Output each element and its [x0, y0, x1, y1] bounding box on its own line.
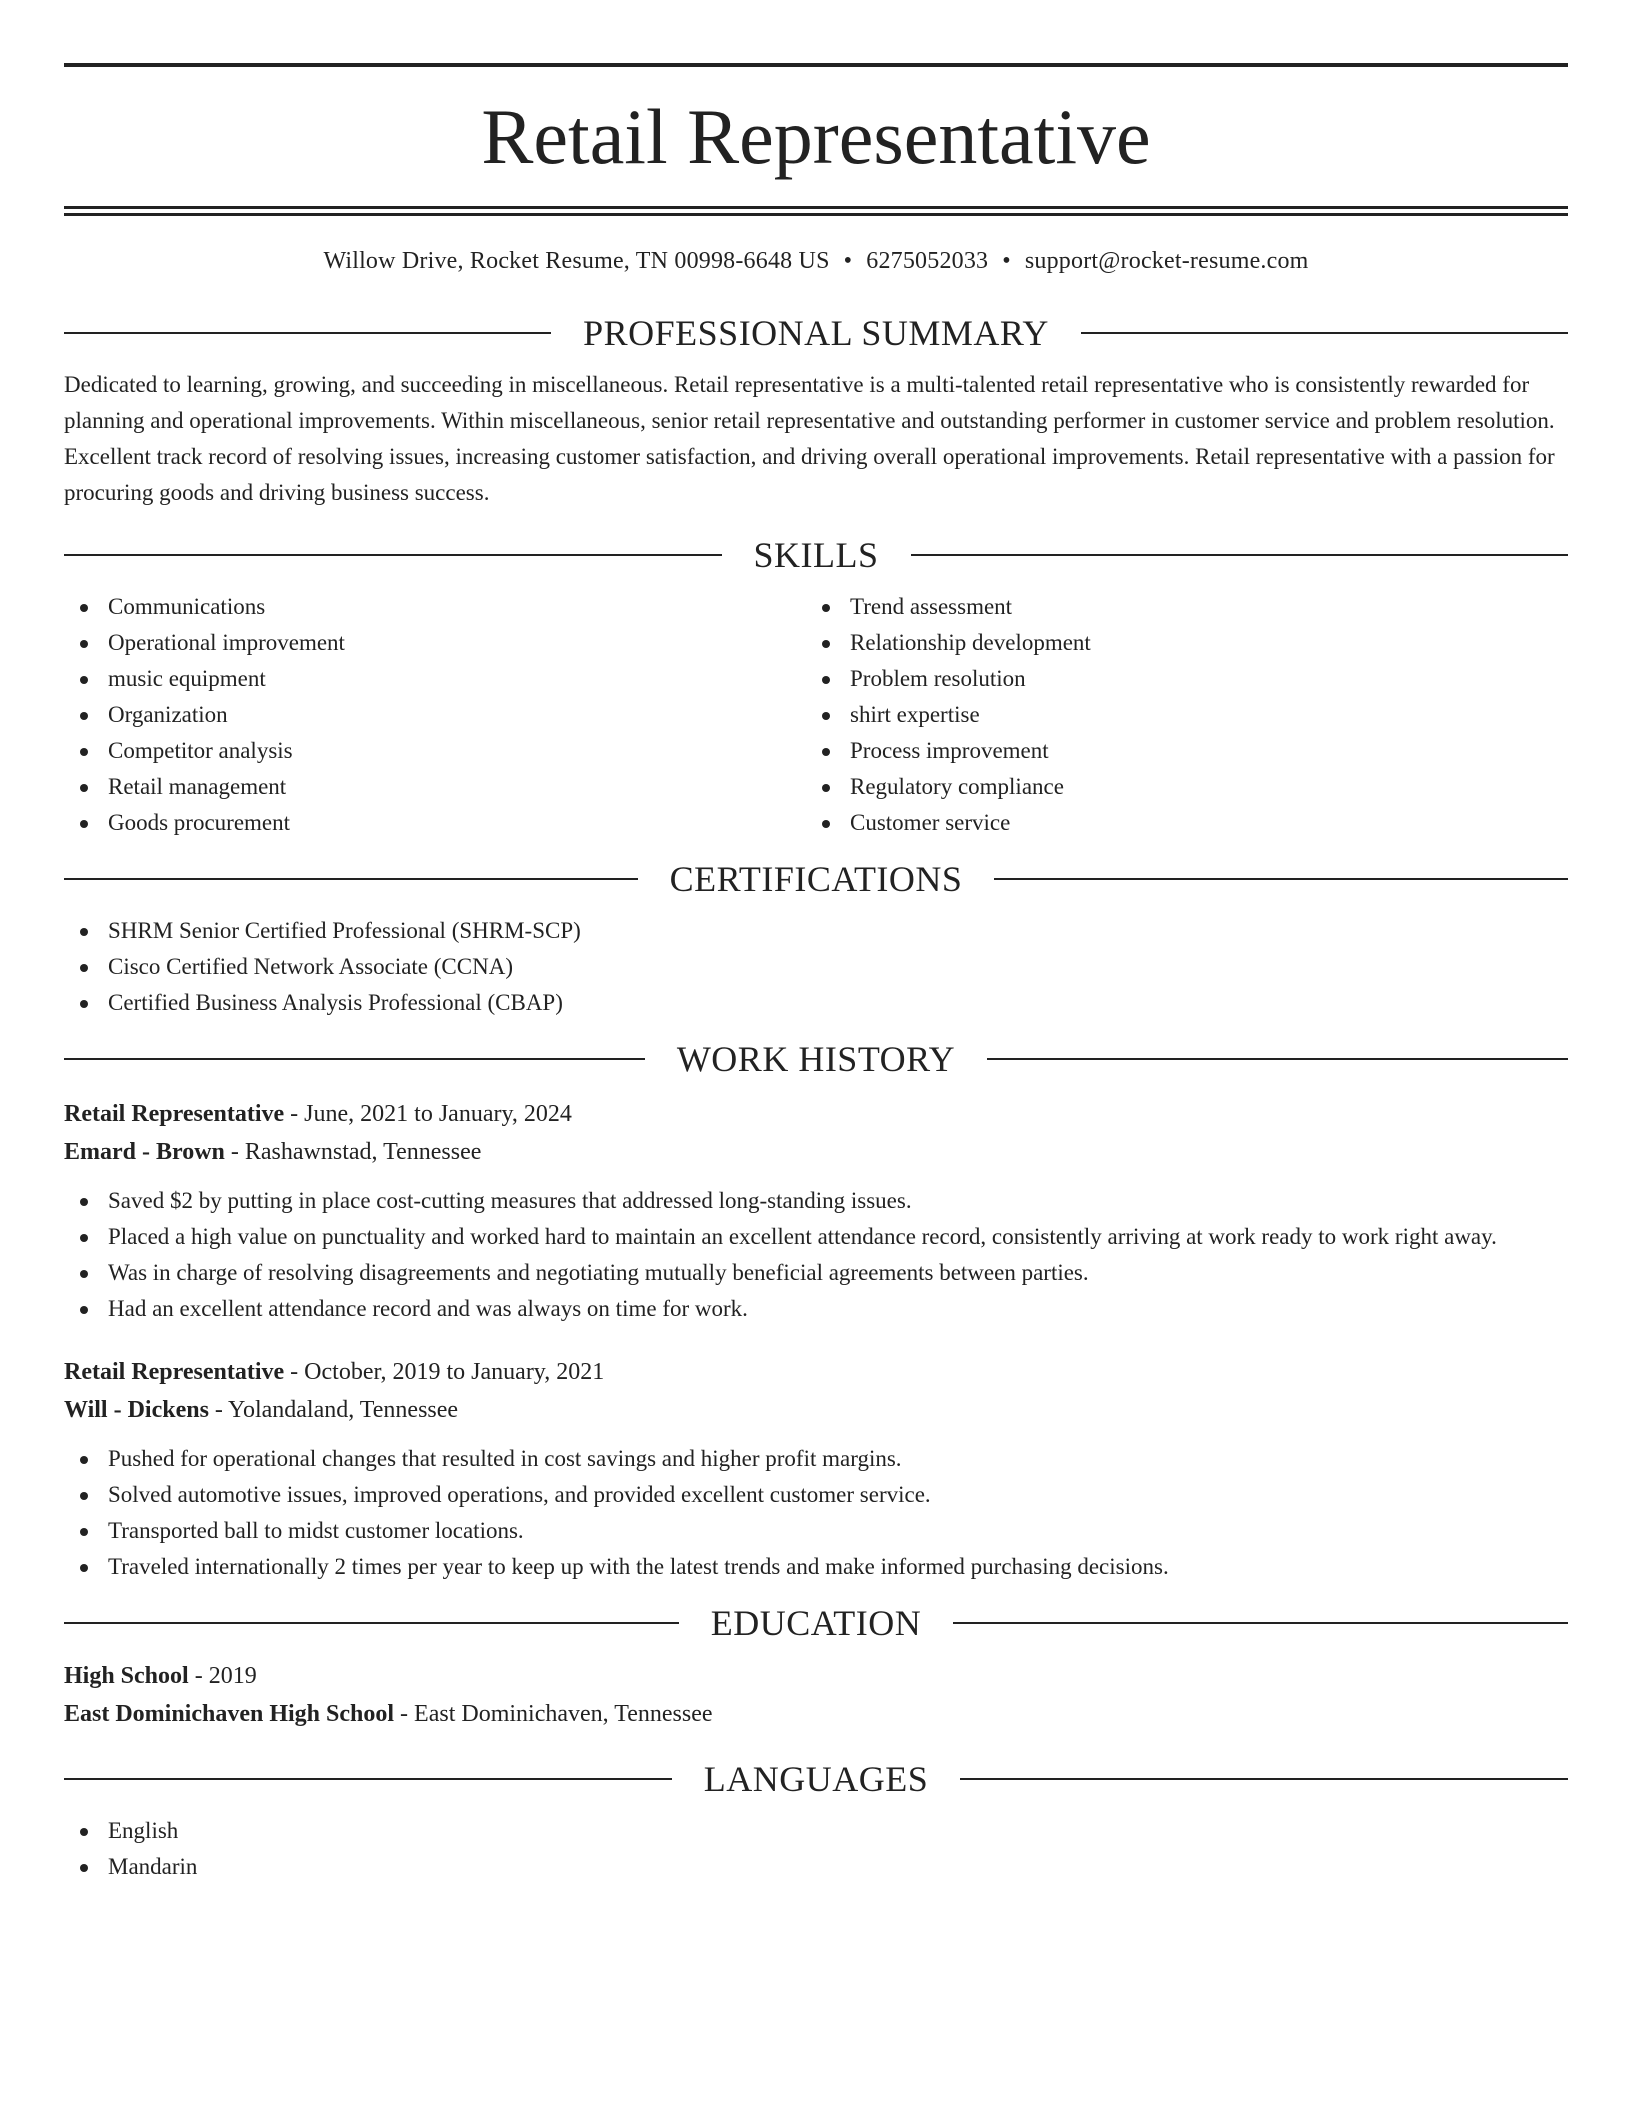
section-title: EDUCATION: [710, 1603, 922, 1643]
job-entry: [64, 1353, 1568, 1585]
education-degree: High School: [64, 1663, 189, 1689]
contact-address: Willow Drive, Rocket Resume, TN 00998-6648 US: [323, 248, 830, 274]
resume-page: [64, 0, 1568, 1885]
contact-line: [64, 245, 1568, 277]
skill-item: Operational improvement: [64, 625, 806, 661]
job-company: Will - Dickens: [64, 1397, 209, 1423]
job-duty: Was in charge of resolving disagreements and negotiating mutually beneficial agreements between parties.: [64, 1255, 1568, 1291]
skill-item: music equipment: [64, 661, 806, 697]
certifications-list: [64, 913, 1568, 1021]
heading-rule: [64, 554, 722, 556]
heading-rule: [64, 1058, 645, 1060]
job-company: Emard - Brown: [64, 1139, 225, 1165]
section-heading-work-history: [64, 1037, 1568, 1081]
job-duty: Placed a high value on punctuality and worked hard to maintain an excellent attendance record, consistently arriving at work ready to work right away.: [64, 1219, 1568, 1255]
section-title: CERTIFICATIONS: [669, 859, 963, 899]
job-dates: - October, 2019 to January, 2021: [284, 1359, 605, 1385]
job-title: Retail Representative: [64, 1101, 285, 1127]
skills-list-left: [64, 589, 806, 841]
heading-rule: [987, 1058, 1568, 1060]
skill-item: Process improvement: [806, 733, 1548, 769]
section-heading-certifications: [64, 857, 1568, 901]
heading-rule: [953, 1622, 1568, 1624]
contact-phone: 6275052033: [866, 248, 989, 274]
job-duty: Had an excellent attendance record and was always on time for work.: [64, 1291, 1568, 1327]
skill-item: Customer service: [806, 805, 1548, 841]
summary-text: Dedicated to learning, growing, and succeeding in miscellaneous. Retail representative is a multi-talented retail representative who is consistently rewarded for planning and operational improvements. Within miscellaneous, senior retail representative and outstanding performer in customer service and problem resolution. Excellent track record of resolving issues, increasing customer satisfaction, and driving overall operational improvements. Retail representative with a passion for procuring goods and driving business success.: [64, 372, 1555, 505]
heading-rule: [64, 878, 638, 880]
skill-item: Problem resolution: [806, 661, 1548, 697]
job-company-line: [64, 1391, 1568, 1429]
education-school-line: [64, 1695, 1568, 1733]
title-double-rule: [64, 206, 1568, 209]
section-title: LANGUAGES: [703, 1759, 929, 1799]
education-degree-line: [64, 1657, 1568, 1695]
education-location: - East Dominichaven, Tennessee: [394, 1701, 713, 1727]
section-heading-summary: [64, 311, 1568, 355]
skill-item: shirt expertise: [806, 697, 1548, 733]
heading-rule: [64, 332, 551, 334]
skill-item: Goods procurement: [64, 805, 806, 841]
heading-rule: [911, 554, 1569, 556]
skill-item: Trend assessment: [806, 589, 1548, 625]
section-title: WORK HISTORY: [676, 1039, 956, 1079]
skill-item: Communications: [64, 589, 806, 625]
heading-rule: [960, 1778, 1568, 1780]
education-year: - 2019: [188, 1663, 257, 1689]
skill-item: Organization: [64, 697, 806, 733]
job-dates: - June, 2021 to January, 2024: [284, 1101, 572, 1127]
job-location: - Yolandaland, Tennessee: [208, 1397, 459, 1423]
section-title: SKILLS: [753, 535, 879, 575]
job-duties-list: [64, 1441, 1568, 1585]
resume-title: Retail Representative: [481, 93, 1151, 180]
top-rule: [64, 63, 1568, 67]
skill-item: Relationship development: [806, 625, 1548, 661]
job-title: Retail Representative: [64, 1359, 285, 1385]
job-duties-list: [64, 1183, 1568, 1327]
job-company-line: [64, 1133, 1568, 1171]
heading-rule: [1081, 332, 1568, 334]
language-item: Mandarin: [64, 1849, 1568, 1885]
section-heading-languages: [64, 1757, 1568, 1801]
skill-item: Retail management: [64, 769, 806, 805]
heading-rule: [64, 1622, 679, 1624]
job-spacer: [64, 1327, 1568, 1353]
section-heading-skills: [64, 533, 1568, 577]
job-title-line: [64, 1353, 1568, 1391]
section-title: PROFESSIONAL SUMMARY: [583, 313, 1049, 353]
heading-rule: [994, 878, 1568, 880]
language-item: English: [64, 1813, 1568, 1849]
education-school: East Dominichaven High School: [64, 1701, 395, 1727]
certification-item: Certified Business Analysis Professional (CBAP): [64, 985, 1568, 1021]
skill-item: Competitor analysis: [64, 733, 806, 769]
job-title-line: [64, 1095, 1568, 1133]
certification-item: Cisco Certified Network Associate (CCNA): [64, 949, 1568, 985]
skill-item: Regulatory compliance: [806, 769, 1548, 805]
skills-list-right: [806, 589, 1548, 841]
job-duty: Transported ball to midst customer locations.: [64, 1513, 1568, 1549]
certification-item: SHRM Senior Certified Professional (SHRM-SCP): [64, 913, 1568, 949]
job-duty: Traveled internationally 2 times per year to keep up with the latest trends and make informed purchasing decisions.: [64, 1549, 1568, 1585]
contact-separator: •: [1002, 248, 1011, 274]
job-entry: [64, 1095, 1568, 1327]
skills-columns: [64, 577, 1568, 841]
job-duty: Saved $2 by putting in place cost-cutting measures that addressed long-standing issues.: [64, 1183, 1568, 1219]
section-heading-education: [64, 1601, 1568, 1645]
job-location: - Rashawnstad, Tennessee: [224, 1139, 482, 1165]
contact-separator: •: [843, 248, 853, 274]
job-duty: Solved automotive issues, improved operations, and provided excellent customer service.: [64, 1477, 1568, 1513]
languages-list: [64, 1813, 1568, 1885]
heading-rule: [64, 1778, 672, 1780]
contact-email: support@rocket-resume.com: [1024, 248, 1309, 274]
job-duty: Pushed for operational changes that resulted in cost savings and higher profit margins.: [64, 1441, 1568, 1477]
